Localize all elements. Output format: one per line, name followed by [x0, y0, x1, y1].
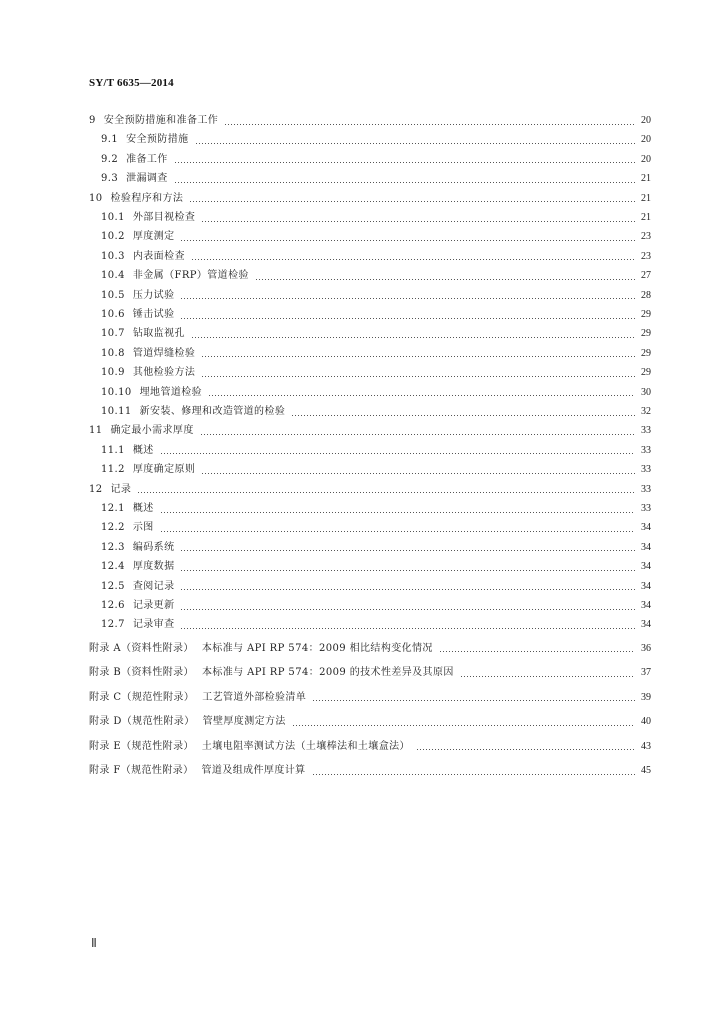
toc-entry-label	[101, 462, 195, 478]
toc-entry[interactable]	[89, 191, 651, 207]
toc-entry[interactable]	[101, 171, 651, 187]
toc-entry-number: 附录 F（规范性附录）	[89, 765, 194, 777]
toc-entry-number: 10.4	[101, 270, 125, 282]
toc-entry-label	[101, 540, 174, 556]
toc-entry-title: 示图	[132, 522, 154, 534]
toc-entry-number: 12.6	[101, 600, 125, 611]
toc-entry-number: 10.5	[101, 289, 125, 301]
toc-entry-page: 29	[641, 309, 651, 320]
toc-entry-label	[101, 229, 174, 245]
toc-entry[interactable]	[101, 132, 651, 148]
toc-entry-title: 记录审查	[132, 619, 175, 631]
toc-entry-title: 厚度数据	[132, 561, 175, 573]
toc-entry-label	[101, 268, 249, 284]
toc-entry-number: 9.3	[101, 173, 119, 185]
toc-entry-title: 外部目视检查	[132, 212, 196, 223]
toc-entry-title: 编码系统	[132, 541, 175, 553]
toc-entry-number: 10.10	[101, 386, 132, 398]
toc-entry[interactable]	[101, 288, 651, 304]
toc-entry[interactable]	[89, 763, 651, 779]
toc-entry-number: 10.3	[101, 250, 125, 262]
toc-entry-page: 34	[641, 580, 651, 592]
toc-leader-dots	[180, 318, 635, 319]
toc-entry-number: 附录 A（资料性附录）	[89, 642, 194, 654]
toc-leader-dots	[201, 473, 635, 474]
toc-entry-number: 10	[89, 192, 103, 204]
toc-leader-dots	[160, 453, 635, 454]
toc-entry-title: 概述	[132, 444, 154, 456]
toc-entry-page: 29	[641, 328, 651, 340]
toc-entry-label	[101, 520, 154, 536]
toc-entry-number: 11.1	[101, 444, 125, 456]
document-code: SY/T 6635—2014	[89, 77, 174, 89]
toc-entry-title: 记录更新	[132, 600, 175, 611]
toc-entry[interactable]	[101, 307, 651, 323]
toc-entry-label	[101, 443, 154, 459]
toc-entry-title: 本标准与 API RP 574：2009 的技术性差异及其原因	[201, 667, 454, 679]
toc-entry-title: 概述	[132, 503, 154, 514]
toc-entry-title: 其他检验方法	[132, 367, 196, 379]
toc-entry-number: 12.4	[101, 561, 125, 573]
toc-entry[interactable]	[101, 229, 651, 245]
toc-entry-title: 查阅记录	[132, 580, 175, 592]
toc-entry[interactable]	[101, 385, 651, 401]
toc-entry-title: 非金属（FRP）管道检验	[132, 270, 249, 282]
toc-entry[interactable]	[89, 113, 651, 129]
toc-entry[interactable]	[101, 210, 651, 226]
toc-entry-number: 附录 C（规范性附录）	[89, 691, 195, 703]
toc-leader-dots	[291, 415, 635, 416]
toc-leader-dots	[312, 774, 635, 775]
toc-leader-dots	[416, 749, 635, 750]
toc-entry-title: 检验程序和方法	[110, 192, 184, 204]
toc-entry-label	[89, 665, 454, 681]
toc-entry-page: 40	[641, 716, 651, 728]
toc-entry-page: 29	[641, 367, 651, 379]
toc-entry-number: 12.2	[101, 522, 125, 534]
toc-entry-label	[89, 641, 433, 657]
toc-entry[interactable]	[101, 443, 651, 459]
toc-leader-dots	[180, 550, 635, 551]
toc-entry-page: 27	[641, 270, 651, 282]
toc-entry-label	[101, 579, 174, 595]
toc-entry[interactable]	[89, 641, 651, 657]
toc-entry-number: 附录 E（规范性附录）	[89, 740, 194, 752]
toc-entry-title: 锤击试验	[132, 309, 175, 320]
toc-entry-page: 34	[641, 522, 651, 534]
toc-entry-label	[101, 501, 154, 517]
toc-entry-page: 36	[641, 642, 651, 654]
toc-entry-label	[101, 598, 174, 614]
toc-entry-number: 附录 D（规范性附录）	[89, 716, 195, 728]
toc-entry-number: 12.1	[101, 503, 125, 514]
toc-leader-dots	[439, 651, 635, 652]
toc-entry-page: 37	[641, 667, 651, 679]
toc-entry[interactable]	[89, 739, 651, 755]
toc-entry-title: 安全预防措施	[126, 134, 189, 146]
toc-entry[interactable]	[89, 714, 651, 730]
toc-entry-number: 11.2	[101, 464, 125, 476]
toc-entry-label	[101, 617, 174, 633]
toc-leader-dots	[201, 221, 635, 222]
toc-entry-label	[89, 690, 306, 706]
toc-leader-dots	[255, 279, 635, 280]
toc-entry-page: 20	[641, 115, 651, 126]
toc-leader-dots	[195, 143, 635, 144]
toc-entry-title: 泄漏调查	[126, 173, 168, 185]
toc-entry-number: 12.3	[101, 541, 125, 553]
toc-entry-title: 管壁厚度测定方法	[202, 716, 286, 728]
toc-entry-page: 30	[641, 386, 651, 398]
toc-entry-title: 内表面检查	[132, 250, 185, 262]
toc-entry-page: 29	[641, 347, 651, 359]
toc-entry[interactable]	[89, 482, 651, 498]
toc-entry-title: 土壤电阻率测试方法（土壤棒法和土壤盒法）	[201, 740, 410, 752]
toc-leader-dots	[160, 531, 635, 532]
toc-entry[interactable]	[101, 501, 651, 517]
toc-entry-label	[101, 404, 285, 420]
toc-entry-title: 工艺管道外部检验清单	[202, 691, 307, 703]
toc-entry-page: 34	[641, 600, 651, 611]
toc-entry-label	[89, 423, 194, 439]
toc-leader-dots	[200, 434, 635, 435]
toc-entry-number: 11	[89, 425, 103, 437]
toc-entry-number: 10.2	[101, 231, 125, 243]
toc-entry-number: 9.1	[101, 134, 119, 146]
toc-leader-dots	[312, 700, 635, 701]
toc-leader-dots	[460, 676, 635, 677]
toc-entry-label	[89, 191, 183, 207]
toc-entry-page: 33	[641, 425, 651, 437]
toc-entry[interactable]	[101, 540, 651, 556]
toc-leader-dots	[180, 240, 635, 241]
toc-leader-dots	[201, 356, 635, 357]
toc-entry-page: 23	[641, 250, 651, 262]
toc-entry-label	[101, 326, 185, 342]
toc-leader-dots	[160, 512, 635, 513]
toc-entry-title: 记录	[110, 483, 132, 495]
toc-entry-title: 本标准与 API RP 574：2009 相比结构变化情况	[201, 642, 433, 654]
toc-entry-label	[101, 152, 168, 168]
toc-entry[interactable]	[101, 152, 651, 168]
toc-entry-page: 21	[641, 192, 651, 204]
toc-entry-label	[101, 132, 189, 148]
toc-leader-dots	[292, 725, 635, 726]
toc-entry-label	[101, 385, 202, 401]
toc-entry[interactable]	[101, 268, 651, 284]
toc-entry-title: 确定最小需求厚度	[110, 425, 194, 437]
toc-entry-label	[101, 210, 195, 226]
toc-entry-title: 厚度测定	[132, 231, 175, 243]
toc-entry-page: 34	[641, 619, 651, 631]
toc-leader-dots	[189, 201, 635, 202]
toc-entry-page: 33	[641, 503, 651, 514]
toc-leader-dots	[180, 589, 635, 590]
toc-entry-number: 9	[89, 115, 96, 126]
toc-entry-number: 9.2	[101, 153, 119, 165]
toc-entry-number: 10.8	[101, 347, 125, 359]
toc-leader-dots	[180, 628, 635, 629]
toc-entry-number: 10.11	[101, 406, 132, 417]
toc-leader-dots	[201, 376, 635, 377]
toc-entry[interactable]	[101, 598, 651, 614]
toc-entry-number: 12	[89, 483, 103, 495]
toc-entry-title: 新安装、修理和改造管道的检验	[139, 406, 286, 417]
toc-entry[interactable]	[101, 249, 651, 265]
toc-entry-label	[101, 346, 195, 362]
toc-entry-page: 20	[641, 153, 651, 165]
toc-entry-page: 33	[641, 483, 651, 495]
toc-entry-title: 埋地管道检验	[139, 386, 203, 398]
toc-leader-dots	[208, 395, 635, 396]
toc-entry-label	[89, 714, 286, 730]
toc-entry-page: 21	[641, 173, 651, 185]
toc-entry-label	[101, 559, 174, 575]
toc-entry-number: 10.1	[101, 212, 125, 223]
toc-entry-title: 钻取监视孔	[132, 328, 185, 340]
toc-entry-title: 准备工作	[126, 153, 168, 165]
toc-entry[interactable]	[101, 365, 651, 381]
toc-entry-label	[101, 365, 195, 381]
toc-entry[interactable]	[89, 690, 651, 706]
toc-entry[interactable]	[101, 579, 651, 595]
toc-entry-page: 34	[641, 541, 651, 553]
toc-leader-dots	[191, 259, 635, 260]
toc-leader-dots	[137, 492, 635, 493]
toc-leader-dots	[180, 609, 635, 610]
toc-entry-label	[101, 307, 174, 323]
toc-entry-number: 12.5	[101, 580, 125, 592]
toc-entry[interactable]	[101, 617, 651, 633]
toc-entry-number: 10.7	[101, 328, 125, 340]
toc-entry-label	[101, 288, 174, 304]
toc-leader-dots	[180, 298, 635, 299]
toc-leader-dots	[224, 124, 635, 125]
toc-entry-title: 厚度确定原则	[132, 464, 196, 476]
toc-entry-page: 43	[641, 740, 651, 752]
toc-entry[interactable]	[101, 404, 651, 420]
toc-entry[interactable]	[89, 423, 651, 439]
toc-entry-page: 45	[641, 765, 651, 777]
toc-entry-number: 12.7	[101, 619, 125, 631]
toc-entry-page: 34	[641, 561, 651, 573]
toc-entry-number: 附录 B（资料性附录）	[89, 667, 194, 679]
toc-entry-title: 压力试验	[132, 289, 175, 301]
toc-entry[interactable]	[101, 346, 651, 362]
toc-leader-dots	[174, 162, 635, 163]
toc-entry[interactable]	[101, 326, 651, 342]
toc-entry-page: 28	[641, 289, 651, 301]
toc-entry-page: 33	[641, 444, 651, 456]
toc-entry-label	[101, 249, 185, 265]
toc-entry-label	[101, 171, 168, 187]
toc-entry-label	[89, 113, 218, 129]
toc-leader-dots	[174, 182, 635, 183]
toc-entry-label	[89, 763, 306, 779]
page-number: Ⅱ	[91, 936, 97, 950]
toc-entry[interactable]	[101, 520, 651, 536]
toc-entry-title: 管道及组成件厚度计算	[201, 765, 306, 777]
toc-entry[interactable]	[101, 559, 651, 575]
toc-entry-page: 39	[641, 691, 651, 703]
toc-entry-page: 21	[641, 212, 651, 223]
toc-entry-page: 32	[641, 406, 651, 417]
toc-entry-page: 33	[641, 464, 651, 476]
toc-entry[interactable]	[101, 462, 651, 478]
toc-entry-number: 10.9	[101, 367, 125, 379]
toc-entry-title: 管道焊缝检验	[132, 347, 196, 359]
toc-leader-dots	[180, 570, 635, 571]
toc-entry-page: 20	[641, 134, 651, 146]
toc-entry-number: 10.6	[101, 309, 125, 320]
toc-entry-label	[89, 739, 410, 755]
toc-leader-dots	[191, 337, 635, 338]
toc-entry-title: 安全预防措施和准备工作	[103, 115, 219, 126]
toc-entry-page: 23	[641, 231, 651, 243]
toc-entry[interactable]	[89, 665, 651, 681]
toc-entry-label	[89, 482, 131, 498]
